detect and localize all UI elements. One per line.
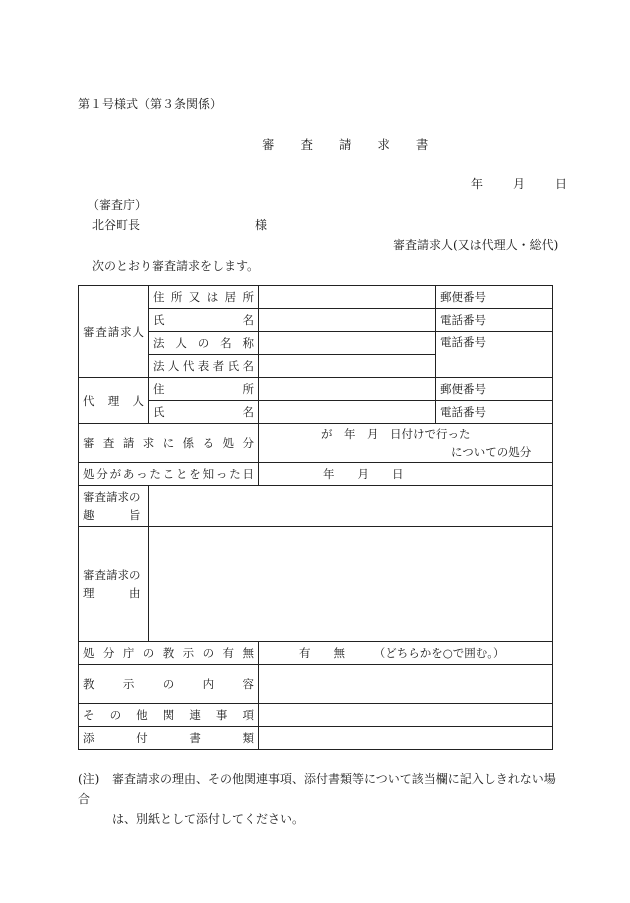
authority-label: （審査庁） bbox=[87, 198, 148, 212]
purpose-field[interactable] bbox=[149, 486, 553, 527]
review-request-table bbox=[78, 285, 553, 750]
instruction-content-field[interactable] bbox=[259, 665, 553, 704]
other-label: その他関連事項 bbox=[79, 704, 259, 727]
reason-field[interactable] bbox=[149, 527, 553, 642]
instruction-content-label: 教示の内容 bbox=[79, 665, 259, 704]
authority-name: 北谷町長 bbox=[92, 218, 141, 232]
disposition-field[interactable] bbox=[259, 424, 553, 463]
applicant-signature-label: 審査請求人(又は代理人・総代) bbox=[393, 238, 559, 252]
footnote bbox=[78, 769, 558, 829]
note-line-1: 審査請求の理由、その他関連事項、添付書類等について該当欄に記入しきれない場合 bbox=[78, 772, 556, 806]
address-field[interactable] bbox=[259, 286, 436, 309]
page-title: 審 査 請 求 書 bbox=[262, 137, 440, 152]
known-date-label: 処分があったことを知った日 bbox=[79, 463, 259, 486]
disposition-line-1: が 年 月 日付けで行った bbox=[321, 427, 471, 441]
corp-rep-label: 法人代表者氏名 bbox=[149, 355, 259, 378]
corp-phone-label: 電話番号 bbox=[436, 332, 553, 378]
instruction-label: 処分庁の教示の有無 bbox=[79, 642, 259, 665]
agent-name-label: 氏名 bbox=[149, 401, 259, 424]
date-line: 年 月 日 bbox=[471, 177, 570, 191]
corp-rep-field[interactable] bbox=[259, 355, 436, 378]
agent-address-label: 住所 bbox=[149, 378, 259, 401]
note-line-2: は、別紙として添付してください。 bbox=[112, 812, 305, 826]
other-field[interactable] bbox=[259, 704, 553, 727]
agent-postal-label: 郵便番号 bbox=[436, 378, 553, 401]
instruction-field[interactable]: 有 無 （どちらかを○で囲む。） bbox=[259, 642, 553, 665]
agent-address-field[interactable] bbox=[259, 378, 436, 401]
attachment-label: 添付書類 bbox=[79, 727, 259, 750]
purpose-label: 審査請求の 趣 旨 bbox=[79, 486, 149, 527]
attachment-field[interactable] bbox=[259, 727, 553, 750]
reason-label: 審査請求の 理 由 bbox=[79, 527, 149, 642]
applicant-group-label: 審査請求人 bbox=[79, 286, 149, 378]
corp-name-field[interactable] bbox=[259, 332, 436, 355]
disposition-label: 審査請求に係る処分 bbox=[79, 424, 259, 463]
name-label: 氏名 bbox=[149, 309, 259, 332]
intro-text: 次のとおり審査請求をします。 bbox=[92, 259, 260, 273]
phone-label: 電話番号 bbox=[436, 309, 553, 332]
name-field[interactable] bbox=[259, 309, 436, 332]
honorific: 様 bbox=[255, 218, 268, 232]
note-mark: (注) bbox=[78, 772, 100, 786]
postal-label: 郵便番号 bbox=[436, 286, 553, 309]
known-date-field[interactable]: 年 月 日 bbox=[259, 463, 553, 486]
form-number: 第１号様式（第３条関係） bbox=[78, 97, 223, 111]
address-label: 住所又は居所 bbox=[149, 286, 259, 309]
agent-name-field[interactable] bbox=[259, 401, 436, 424]
corp-name-label: 法人の名称 bbox=[149, 332, 259, 355]
agent-group-label: 代理人 bbox=[79, 378, 149, 424]
agent-phone-label: 電話番号 bbox=[436, 401, 553, 424]
disposition-line-2: についての処分 bbox=[451, 445, 532, 459]
